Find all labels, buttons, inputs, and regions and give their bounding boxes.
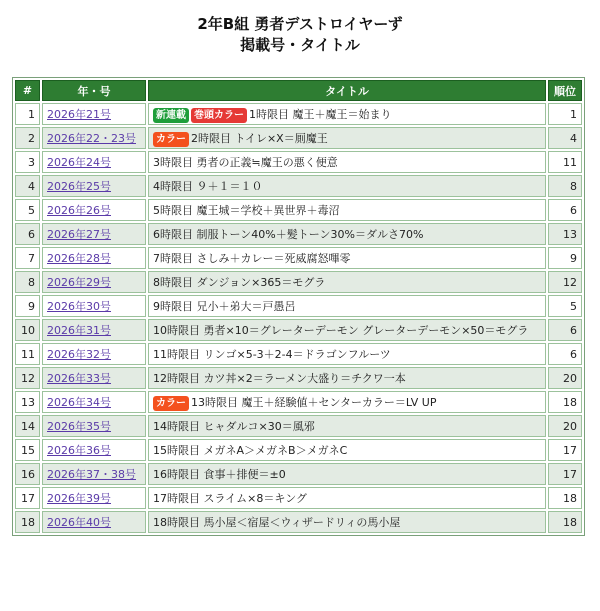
issue-link[interactable]: 2026年33号 — [47, 372, 111, 385]
episode-title: 12時限目 カツ丼×2＝ラーメン大盛り＝チクワ一本 — [153, 372, 406, 385]
row-number: 16 — [15, 463, 40, 485]
episode-title: 6時限目 制服トーン40%＋髪トーン30%＝ダルさ70% — [153, 228, 424, 241]
issue-cell — [42, 391, 146, 413]
issue-cell — [42, 127, 146, 149]
issue-link[interactable]: 2026年21号 — [47, 108, 111, 121]
title-cell — [148, 295, 546, 317]
table-row — [15, 175, 582, 197]
title-cell — [148, 511, 546, 533]
issue-link[interactable]: 2026年35号 — [47, 420, 111, 433]
issue-cell — [42, 151, 146, 173]
issue-cell — [42, 415, 146, 437]
row-number: 13 — [15, 391, 40, 413]
row-number: 3 — [15, 151, 40, 173]
title-cell — [148, 247, 546, 269]
rank-cell: 17 — [548, 439, 582, 461]
issue-cell — [42, 199, 146, 221]
episode-title: 17時限目 スライム×8＝キング — [153, 492, 308, 505]
table-row — [15, 415, 582, 437]
title-cell — [148, 487, 546, 509]
row-number: 5 — [15, 199, 40, 221]
episode-title: 7時限目 さしみ＋カレー＝死威腐怒嗶零 — [153, 252, 351, 265]
title-cell — [148, 127, 546, 149]
table-body — [15, 103, 582, 533]
page-title: 2年B組 勇者デストロイヤーず — [197, 15, 403, 33]
issue-link[interactable]: 2026年36号 — [47, 444, 111, 457]
rank-cell: 20 — [548, 415, 582, 437]
table-row — [15, 271, 582, 293]
issue-cell — [42, 343, 146, 365]
issue-cell — [42, 247, 146, 269]
rank-cell: 6 — [548, 199, 582, 221]
title-cell — [148, 319, 546, 341]
title-cell — [148, 103, 546, 125]
table-row — [15, 391, 582, 413]
issue-cell — [42, 367, 146, 389]
row-number: 17 — [15, 487, 40, 509]
table-row — [15, 223, 582, 245]
cover-badge: 巻頭カラー — [191, 108, 247, 123]
issue-cell — [42, 319, 146, 341]
row-number: 18 — [15, 511, 40, 533]
title-cell — [148, 151, 546, 173]
title-cell — [148, 463, 546, 485]
rank-cell: 9 — [548, 247, 582, 269]
title-cell — [148, 175, 546, 197]
issue-link[interactable]: 2026年25号 — [47, 180, 111, 193]
rank-cell: 6 — [548, 319, 582, 341]
table-row — [15, 343, 582, 365]
row-number: 2 — [15, 127, 40, 149]
row-number: 1 — [15, 103, 40, 125]
table-row — [15, 319, 582, 341]
column-header-title: タイトル — [148, 80, 546, 101]
issue-cell — [42, 439, 146, 461]
issue-cell — [42, 295, 146, 317]
rank-cell: 1 — [548, 103, 582, 125]
rank-cell: 5 — [548, 295, 582, 317]
episode-title: 8時限目 ダンジョン×365＝モグラ — [153, 276, 326, 289]
issue-link[interactable]: 2026年31号 — [47, 324, 111, 337]
row-number: 10 — [15, 319, 40, 341]
episode-title: 13時限目 魔王＋経験値＋センターカラー＝LV UP — [191, 395, 437, 409]
title-cell — [148, 271, 546, 293]
title-cell — [148, 199, 546, 221]
table-row — [15, 295, 582, 317]
title-cell — [148, 415, 546, 437]
issue-cell — [42, 487, 146, 509]
row-number: 8 — [15, 271, 40, 293]
rank-cell: 20 — [548, 367, 582, 389]
rank-cell: 18 — [548, 391, 582, 413]
color-badge: カラー — [153, 396, 189, 411]
rank-cell: 18 — [548, 511, 582, 533]
issue-link[interactable]: 2026年39号 — [47, 492, 111, 505]
issue-link[interactable]: 2026年40号 — [47, 516, 111, 529]
title-cell — [148, 439, 546, 461]
issue-link[interactable]: 2026年32号 — [47, 348, 111, 361]
episode-title: 10時限目 勇者×10＝グレーターデーモン グレーターデーモン×50＝モグラ — [153, 324, 529, 337]
issue-link[interactable]: 2026年28号 — [47, 252, 111, 265]
episode-title: 16時限目 食事＋排便＝±0 — [153, 468, 286, 481]
issue-cell — [42, 103, 146, 125]
title-cell — [148, 367, 546, 389]
row-number: 6 — [15, 223, 40, 245]
rank-cell: 12 — [548, 271, 582, 293]
title-cell — [148, 343, 546, 365]
table-row — [15, 439, 582, 461]
table-row — [15, 511, 582, 533]
table-row — [15, 367, 582, 389]
new-badge: 新連載 — [153, 108, 189, 123]
rank-cell: 4 — [548, 127, 582, 149]
issue-link[interactable]: 2026年29号 — [47, 276, 111, 289]
episode-title: 3時限目 勇者の正義≒魔王の悪く便意 — [153, 156, 338, 169]
page-header — [0, 0, 600, 56]
episode-title: 15時限目 メガネA＞メガネB＞メガネC — [153, 444, 348, 457]
rank-cell: 18 — [548, 487, 582, 509]
issue-link[interactable]: 2026年26号 — [47, 204, 111, 217]
rank-cell: 8 — [548, 175, 582, 197]
column-header-number: # — [15, 80, 40, 101]
issue-cell — [42, 223, 146, 245]
table-row — [15, 199, 582, 221]
issue-link[interactable]: 2026年24号 — [47, 156, 111, 169]
issue-cell — [42, 511, 146, 533]
title-cell — [148, 223, 546, 245]
issue-cell — [42, 175, 146, 197]
episode-title: 9時限目 兄小＋弟大＝戸愚呂 — [153, 300, 296, 313]
row-number: 11 — [15, 343, 40, 365]
row-number: 4 — [15, 175, 40, 197]
issue-link[interactable]: 2026年37・38号 — [47, 468, 136, 481]
title-cell — [148, 391, 546, 413]
row-number: 9 — [15, 295, 40, 317]
episode-title: 14時限目 ヒャダルコ×30＝風邪 — [153, 420, 315, 433]
issue-cell — [42, 271, 146, 293]
episode-title: 1時限目 魔王＋魔王＝始まり — [249, 107, 392, 121]
episode-title: 4時限目 ９＋１＝１０ — [153, 180, 263, 193]
table-row — [15, 103, 582, 125]
episode-title: 18時限目 馬小屋＜宿屋＜ウィザードリィの馬小屋 — [153, 516, 401, 529]
table-row — [15, 487, 582, 509]
column-header-rank: 順位 — [548, 80, 582, 101]
color-badge: カラー — [153, 132, 189, 147]
row-number: 15 — [15, 439, 40, 461]
rank-cell: 11 — [548, 151, 582, 173]
row-number: 14 — [15, 415, 40, 437]
page-subtitle: 掲載号・タイトル — [240, 36, 360, 54]
issue-link[interactable]: 2026年34号 — [47, 396, 111, 409]
issue-table — [12, 77, 585, 536]
table-row — [15, 463, 582, 485]
table-row — [15, 247, 582, 269]
table-header-row — [15, 80, 582, 101]
row-number: 7 — [15, 247, 40, 269]
table-row — [15, 127, 582, 149]
table-row — [15, 151, 582, 173]
episode-title: 11時限目 リンゴ×5-3＋2-4＝ドラゴンフルーツ — [153, 348, 391, 361]
rank-cell: 6 — [548, 343, 582, 365]
issue-link[interactable]: 2026年30号 — [47, 300, 111, 313]
episode-title: 5時限目 魔王城＝学校＋異世界＋毒沼 — [153, 204, 340, 217]
issue-cell — [42, 463, 146, 485]
issue-link[interactable]: 2026年27号 — [47, 228, 111, 241]
episode-title: 2時限目 トイレ×X＝厠魔王 — [191, 131, 328, 145]
column-header-issue: 年・号 — [42, 80, 146, 101]
rank-cell: 13 — [548, 223, 582, 245]
row-number: 12 — [15, 367, 40, 389]
issue-link[interactable]: 2026年22・23号 — [47, 132, 136, 145]
rank-cell: 17 — [548, 463, 582, 485]
